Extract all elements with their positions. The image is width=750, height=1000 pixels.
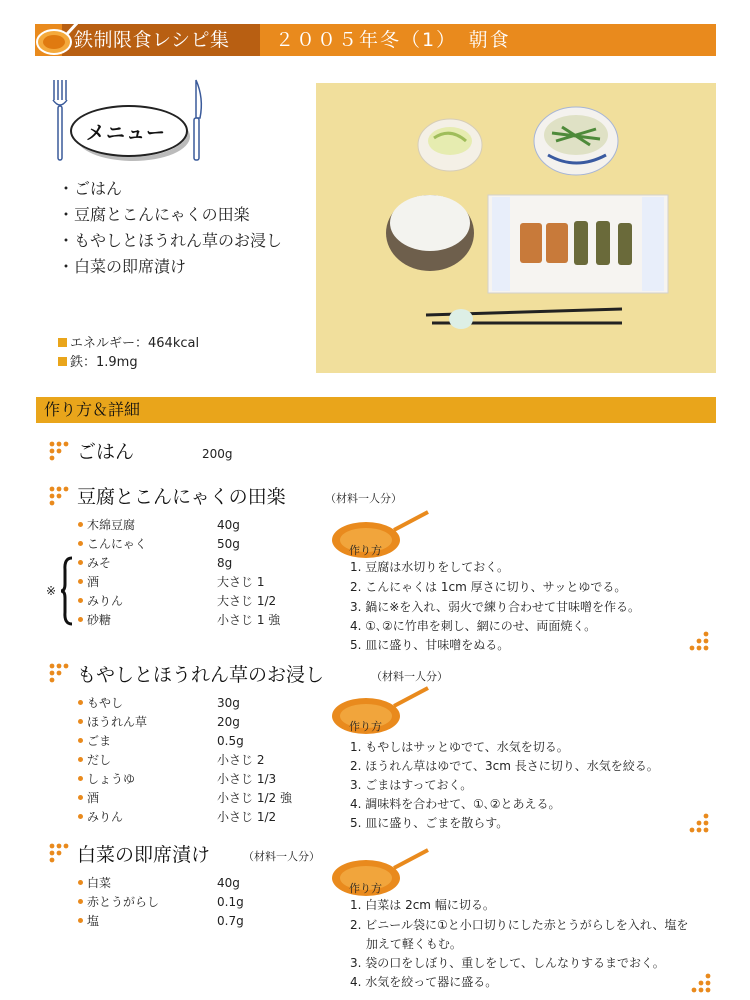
bullet-dot-icon: [78, 522, 83, 527]
dish-title: 豆腐とこんにゃくの田楽: [77, 486, 286, 508]
ingredient-qty: 小さじ 1/2: [217, 810, 277, 824]
method-step: 4. ①､②に竹串を刺し、網にのせ、両面焼く。: [350, 619, 597, 633]
ingredient: [78, 713, 147, 731]
page-subtitle: ２００５年冬（1） 朝食: [275, 29, 511, 51]
method-step: 3. 鍋に※を入れ、弱火で練り合わせて甘味噌を作る。: [350, 600, 641, 614]
bullet-dot-icon: [78, 757, 83, 762]
series-title: 鉄制限食レシピ集: [74, 29, 230, 51]
ingredient-qty: 0.7g: [217, 914, 244, 928]
ingredient: [78, 611, 111, 629]
dotted-bullet-icon: [48, 485, 70, 507]
bullet-dot-icon: [78, 579, 83, 584]
ingredient-name: ほうれん草: [87, 715, 148, 729]
ingredient-name: みりん: [87, 594, 124, 608]
bullet-dot-icon: [78, 776, 83, 781]
menu-item: ・ごはん: [58, 179, 123, 198]
method-step: 1. もやしはサッとゆでて、水気を切る。: [350, 740, 569, 754]
ingredient: [78, 554, 111, 572]
ingredient-qty: 30g: [217, 696, 240, 710]
method-step: 2. こんにゃくは 1cm 厚さに切り、サッとゆでる。: [350, 580, 627, 594]
energy-info: [58, 335, 199, 353]
menu-item: ・白菜の即席漬け: [58, 257, 187, 276]
dish-amount: 200g: [202, 447, 233, 461]
ingredient-qty: 小さじ 1/2 強: [217, 791, 292, 805]
ingredient-qty: 20g: [217, 715, 240, 729]
fork-icon: [50, 78, 70, 162]
method-label: 作り方: [349, 544, 382, 557]
ingredient-name: 木綿豆腐: [87, 518, 136, 532]
ingredient-qty: 小さじ 2: [217, 753, 265, 767]
ingredient-qty: 大さじ 1/2: [217, 594, 277, 608]
method-step: 2. ほうれん草はゆでて、3cm 長さに切り、水気を絞る。: [350, 759, 659, 773]
method-step: 4. 調味料を合わせて、①､②とあえる。: [350, 797, 561, 811]
menu-heading: メニュー: [86, 122, 167, 144]
method-label: 作り方: [349, 882, 382, 895]
bullet-square-icon: [58, 357, 67, 366]
knife-icon: [186, 78, 206, 162]
ingredient: [78, 592, 123, 610]
menu-item: ・豆腐とこんにゃくの田楽: [58, 205, 250, 224]
method-step: 1. 豆腐は水切りをしておく。: [350, 560, 510, 574]
meal-photo: [316, 83, 716, 373]
ingredient-name: 塩: [87, 914, 100, 928]
ingredient-qty: 0.5g: [217, 734, 244, 748]
ingredient-name: みりん: [87, 810, 124, 824]
bullet-dot-icon: [78, 617, 83, 622]
dish-title: 白菜の即席漬け: [77, 844, 211, 866]
dish-title: ごはん: [77, 441, 135, 463]
method-step: 4. 水気を絞って器に盛る。: [350, 975, 498, 989]
bullet-dot-icon: [78, 598, 83, 603]
bullet-dot-icon: [78, 795, 83, 800]
ingredient-name: 酒: [87, 791, 100, 805]
dish-title: もやしとほうれん草のお浸し: [77, 664, 325, 686]
ingredient: [78, 912, 99, 930]
bullet-dot-icon: [78, 899, 83, 904]
dotted-bullet-icon: [48, 440, 70, 462]
iron-value: 鉄：1.9mg: [70, 355, 138, 370]
bullet-dot-icon: [78, 918, 83, 923]
bullet-square-icon: [58, 338, 67, 347]
ingredient-qty: 小さじ 1 強: [217, 613, 281, 627]
ingredient-name: だし: [87, 753, 112, 767]
curly-brace-icon: [60, 556, 74, 626]
ingredient: [78, 694, 123, 712]
bullet-dot-icon: [78, 541, 83, 546]
energy-value: エネルギー：464kcal: [70, 336, 200, 351]
ingredient-name: みそ: [87, 556, 112, 570]
bullet-dot-icon: [78, 880, 83, 885]
method-step: 5. 皿に盛り、ごまを散らす。: [350, 816, 509, 830]
ingredient: [78, 808, 123, 826]
ingredient: [78, 573, 99, 591]
ingredient-name: 酒: [87, 575, 100, 589]
frying-pan-icon: [34, 18, 78, 58]
dotted-corner-icon: [690, 972, 712, 994]
section-title: 作り方＆詳細: [44, 400, 141, 419]
dish-note: （材料一人分）: [325, 492, 402, 505]
ingredient-name: 赤とうがらし: [87, 895, 160, 909]
method-step: 5. 皿に盛り、甘味噌をぬる。: [350, 638, 510, 652]
menu-item: ・もやしとほうれん草のお浸し: [58, 231, 283, 250]
ingredient-name: 砂糖: [87, 613, 112, 627]
ingredient: [78, 732, 111, 750]
bullet-dot-icon: [78, 814, 83, 819]
ingredient-qty: 50g: [217, 537, 240, 551]
ingredient-qty: 40g: [217, 876, 240, 890]
method-step: 1. 白菜は 2cm 幅に切る。: [350, 898, 495, 912]
ingredient: [78, 874, 111, 892]
ingredient: [78, 516, 135, 534]
dotted-bullet-icon: [48, 662, 70, 684]
ingredient-name: もやし: [87, 696, 124, 710]
bullet-dot-icon: [78, 560, 83, 565]
ingredient-qty: 8g: [217, 556, 233, 570]
bracket-mark: ※: [46, 584, 57, 598]
method-step: 3. 袋の口をしぼり、重しをして、しんなりするまでおく。: [350, 956, 665, 970]
bullet-dot-icon: [78, 700, 83, 705]
method-step: 加えて軽くもむ。: [350, 937, 462, 951]
ingredient-qty: 大さじ 1: [217, 575, 265, 589]
ingredient-qty: 0.1g: [217, 895, 244, 909]
dotted-corner-icon: [688, 812, 710, 834]
ingredient: [78, 789, 99, 807]
dotted-corner-icon: [688, 630, 710, 652]
method-step: 3. ごまはすっておく。: [350, 778, 473, 792]
bullet-dot-icon: [78, 738, 83, 743]
dotted-bullet-icon: [48, 842, 70, 864]
ingredient: [78, 751, 111, 769]
ingredient-name: こんにゃく: [87, 537, 147, 551]
ingredient-qty: 小さじ 1/3: [217, 772, 277, 786]
dish-note: （材料一人分）: [243, 850, 320, 863]
ingredient-name: ごま: [87, 734, 112, 748]
method-label: 作り方: [349, 720, 382, 733]
iron-info: [58, 354, 138, 372]
bullet-dot-icon: [78, 719, 83, 724]
dish-note: （材料一人分）: [371, 670, 448, 683]
ingredient: [78, 770, 135, 788]
method-step: 2. ビニール袋に①と小口切りにした赤とうがらしを入れ、塩を: [350, 918, 689, 932]
ingredient-name: 白菜: [87, 876, 112, 890]
ingredient: [78, 535, 147, 553]
ingredient-name: しょうゆ: [87, 772, 136, 786]
ingredient: [78, 893, 159, 911]
ingredient-qty: 40g: [217, 518, 240, 532]
